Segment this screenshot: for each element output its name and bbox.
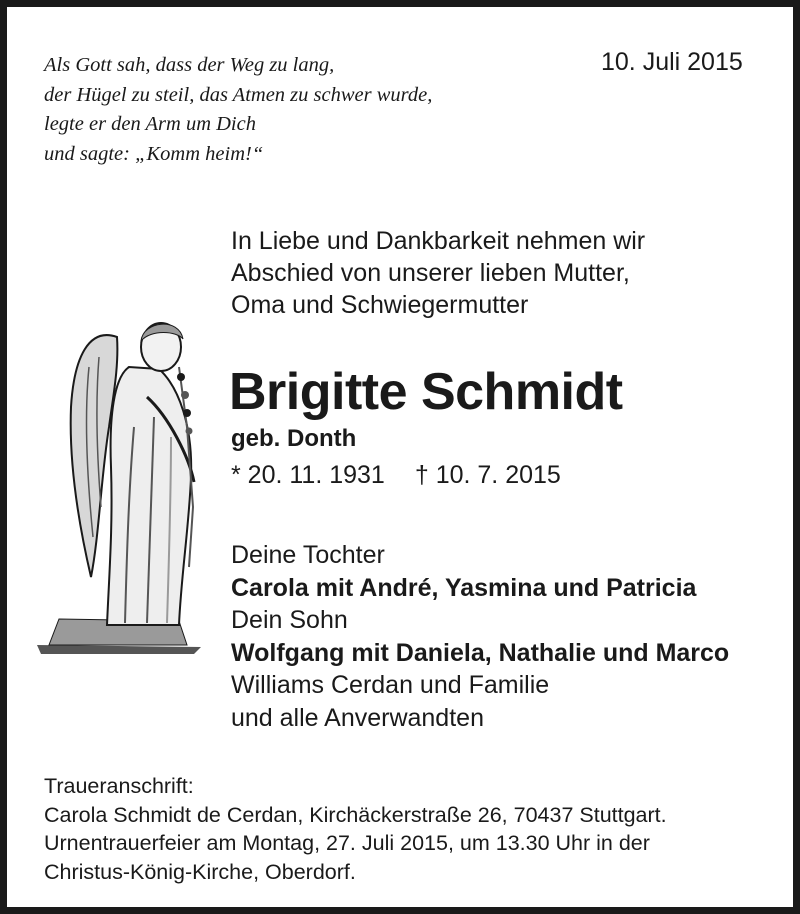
poem-line: Als Gott sah, dass der Weg zu lang,: [44, 54, 335, 76]
poem-line: und sagte: „Komm heim!“: [44, 142, 264, 165]
mourning-address: [44, 772, 667, 886]
footer-line: Traueranschrift:: [44, 774, 194, 798]
angel-statue-icon: [29, 307, 209, 662]
family-line: Dein Sohn: [231, 606, 348, 634]
intro-line: Oma und Schwiegermutter: [231, 291, 529, 319]
family-line: Williams Cerdan und Familie: [231, 671, 550, 699]
death-date: † 10. 7. 2015: [414, 461, 561, 489]
deceased-name: Brigitte Schmidt: [229, 363, 623, 421]
intro-line: Abschied von unserer lieben Mutter,: [231, 259, 630, 287]
family-line: und alle Anverwandten: [231, 703, 484, 732]
family-list: [231, 539, 729, 734]
birth-date: * 20. 11. 1931: [231, 461, 385, 489]
footer-line: Carola Schmidt de Cerdan, Kirchäckerstraße 26, 70437 Stuttgart.: [44, 802, 667, 827]
footer-line: Christus-König-Kirche, Oberdorf.: [44, 859, 356, 884]
poem-line: der Hügel zu steil, das Atmen zu schwer wurde,: [44, 83, 433, 106]
footer-line: Urnentrauerfeier am Montag, 27. Juli 2015, um 13.30 Uhr in der: [44, 831, 650, 855]
angel-base-shape: [37, 645, 201, 654]
family-line: Wolfgang mit Daniela, Nathalie und Marco: [231, 638, 730, 667]
intro-text: [231, 225, 645, 321]
poem-line: legte er den Arm um Dich: [44, 113, 256, 135]
life-dates: [231, 461, 561, 490]
intro-line: In Liebe und Dankbarkeit nehmen wir: [231, 227, 646, 255]
maiden-name: geb. Donth: [231, 425, 357, 452]
poem: [44, 51, 432, 169]
family-line: Deine Tochter: [231, 541, 385, 569]
publication-date: 10. Juli 2015: [601, 48, 743, 76]
family-line: Carola mit André, Yasmina und Patricia: [231, 573, 697, 602]
